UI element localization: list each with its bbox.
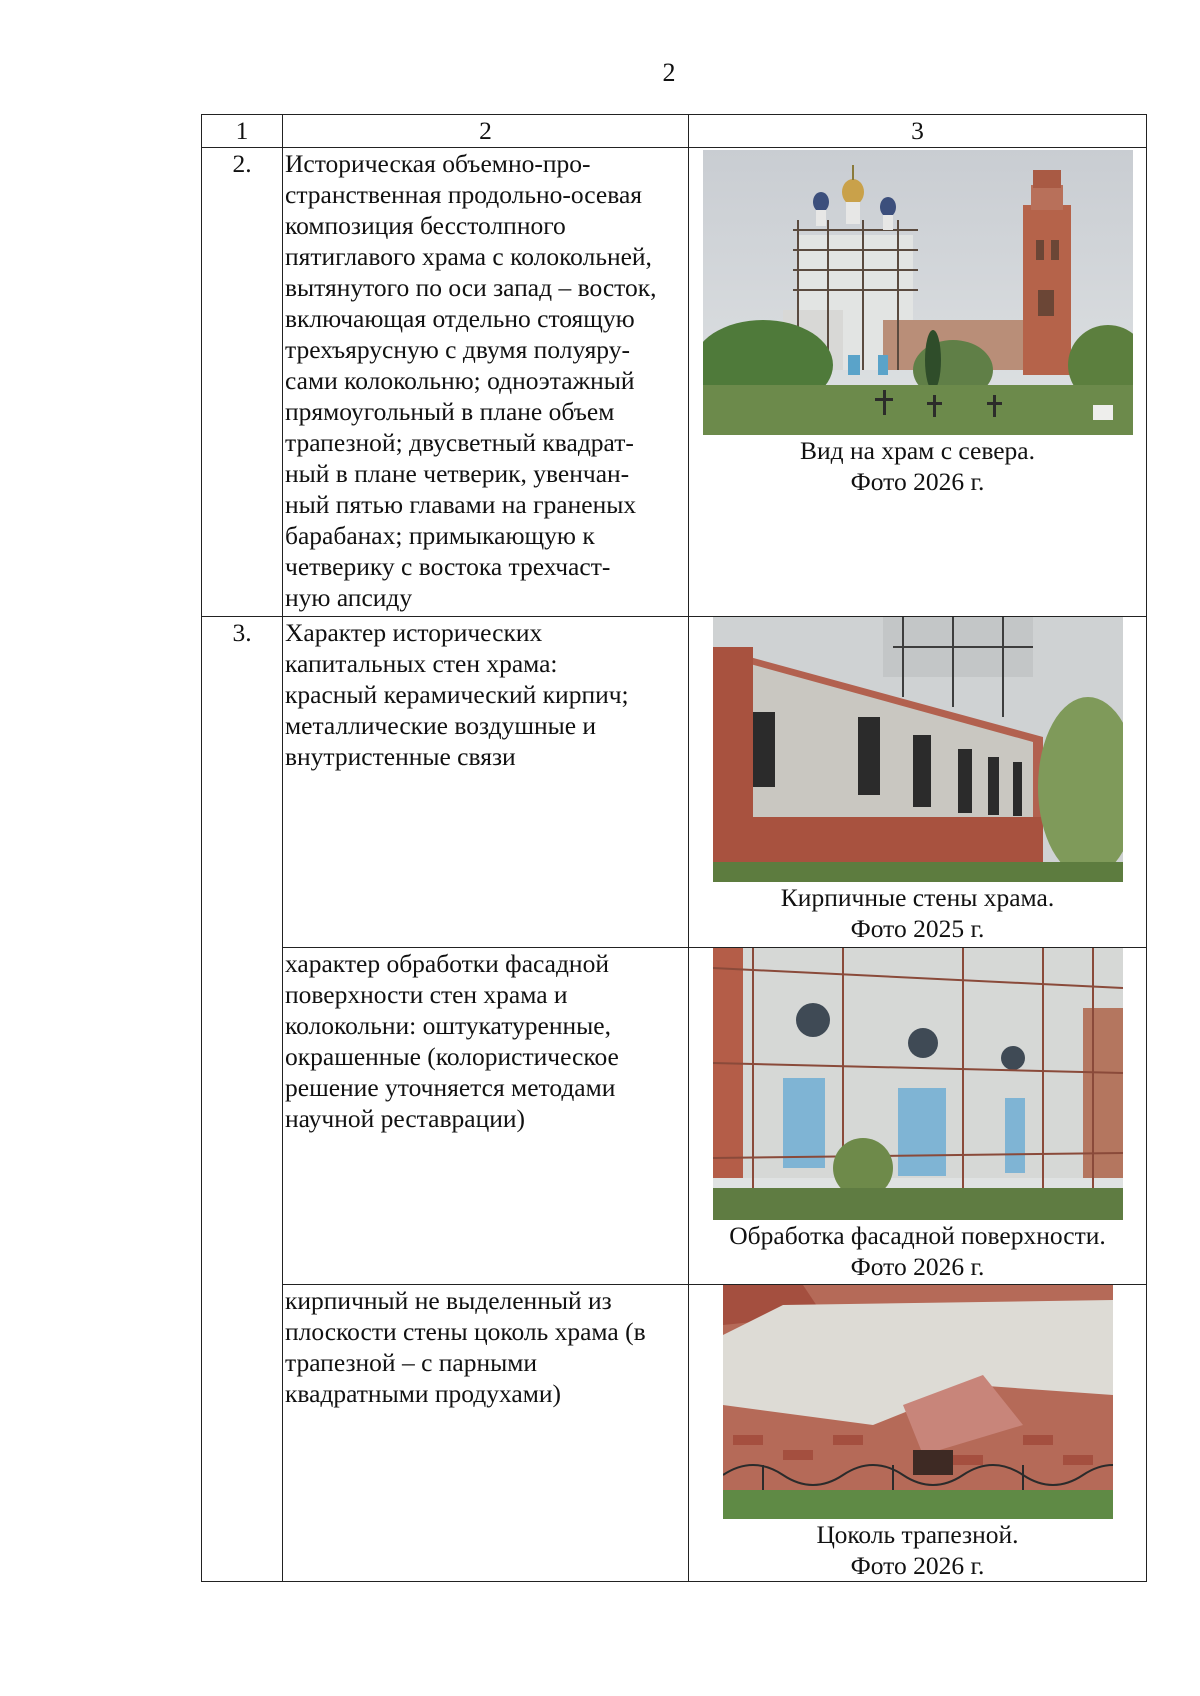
photo-caption: Обработка фасадной поверхности. bbox=[729, 1220, 1106, 1250]
row-description bbox=[283, 1284, 689, 1582]
photo-caption: Кирпичные стены храма. bbox=[780, 883, 1055, 912]
table-row bbox=[202, 148, 1147, 617]
table-row bbox=[202, 1284, 1147, 1582]
photo-year: Фото 2026 г. bbox=[850, 1550, 985, 1580]
row-number bbox=[202, 1284, 283, 1582]
photo-year: Фото 2025 г. bbox=[850, 914, 985, 943]
row-description bbox=[283, 617, 689, 948]
table-row bbox=[202, 617, 1147, 948]
description-text: Историческая объемно-про- странственная продольно-осевая композиция бесстолпного пятиглавого храма с колокольней, вытянутого по оси запад – восток, включающая отдельно стоящую трехъярусную с двумя полуяру- сами колокольню; одноэтажный прямоугольный в плане объем трапезной; двусветный квадрат- ный в плане четверик, увенчан- ный пятью главами на граненых барабанах; примыкающую к четверику с востока трехчаст- ную апсиду bbox=[285, 149, 657, 612]
header-cell-2: 2 bbox=[283, 115, 689, 148]
page-number: 2 bbox=[662, 58, 676, 87]
photo-cell bbox=[689, 617, 1147, 948]
description-text: Характер исторических капитальных стен храма: красный керамический кирпич; металлические воздушные и внутристенные связи bbox=[285, 618, 629, 771]
photo-caption: Вид на храм с севера. bbox=[800, 436, 1035, 465]
header-cell-1: 1 bbox=[202, 115, 283, 148]
table-row bbox=[202, 947, 1147, 1284]
row-number: 3. bbox=[202, 617, 283, 948]
photo-year: Фото 2026 г. bbox=[850, 467, 985, 496]
photo-year: Фото 2026 г. bbox=[850, 1251, 985, 1281]
header-cell-3: 3 bbox=[689, 115, 1147, 148]
row-number bbox=[202, 947, 283, 1284]
photo-refectory-plinth bbox=[723, 1285, 1113, 1519]
description-text: кирпичный не выделенный из плоскости стены цоколь храма (в трапезной – с парными квадратными продухами) bbox=[285, 1285, 646, 1408]
row-description bbox=[283, 947, 689, 1284]
row-description bbox=[283, 148, 689, 617]
description-text: характер обработки фасадной поверхности стен храма и колокольни: оштукатуренные, окрашенные (колористическое решение уточняется методами научной реставрации) bbox=[285, 948, 619, 1133]
photo-cell bbox=[689, 947, 1147, 1284]
row-number: 2. bbox=[202, 148, 283, 617]
header-row bbox=[202, 115, 1147, 148]
object-features-table bbox=[201, 114, 1147, 1582]
photo-cell bbox=[689, 1284, 1147, 1582]
photo-facade-surface bbox=[713, 948, 1123, 1220]
photo-church-north-view bbox=[703, 150, 1133, 435]
photo-cell bbox=[689, 148, 1147, 617]
photo-brick-walls bbox=[713, 617, 1123, 882]
photo-caption: Цоколь трапезной. bbox=[816, 1519, 1019, 1549]
